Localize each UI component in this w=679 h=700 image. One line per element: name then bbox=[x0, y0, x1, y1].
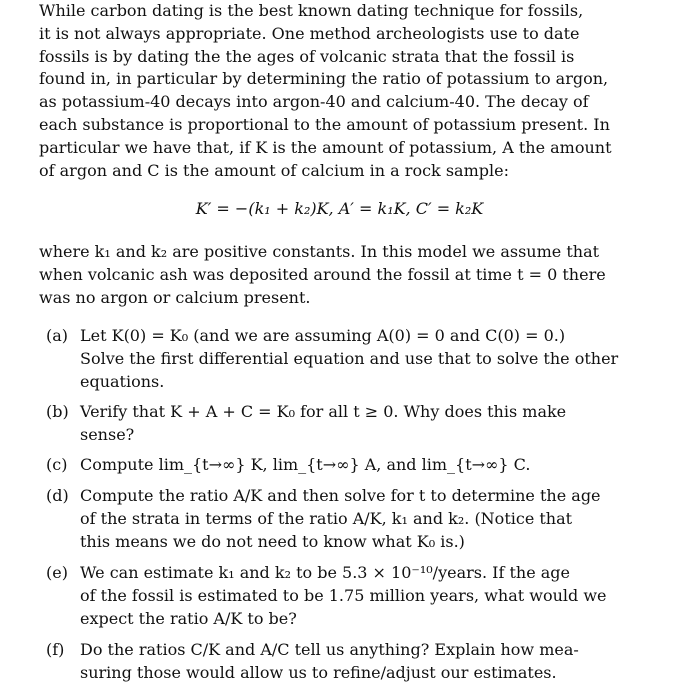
intro-line: of argon and C is the amount of calcium in a rock sample: bbox=[39, 160, 509, 180]
part-label: (a) bbox=[46, 326, 69, 345]
where-line: when volcanic ash was deposited around the fossil at time t = 0 there bbox=[39, 264, 606, 284]
intro-line: particular we have that, if K is the amount of potassium, A the amount bbox=[39, 137, 612, 157]
part-line: Verify that K + A + C = K₀ for all t ≥ 0. Why does this make bbox=[80, 402, 567, 421]
intro-line: it is not always appropriate. One method archeologists use to date bbox=[39, 23, 580, 43]
intro-line: found in, in particular by determining the ratio of potassium to argon, bbox=[39, 69, 609, 89]
part-line: Compute lim_{t→∞} K, lim_{t→∞} A, and lim_{t→∞} C. bbox=[80, 455, 531, 474]
part-label: (d) bbox=[46, 486, 69, 505]
part-line: expect the ratio A/K to be? bbox=[80, 608, 297, 628]
part-line: suring those would allow us to refine/adjust our estimates. bbox=[80, 662, 557, 682]
part-line: of the strata in terms of the ratio A/K, k₁ and k₂. (Notice that bbox=[80, 508, 573, 528]
intro-line: While carbon dating is the best known dating technique for fossils, bbox=[39, 1, 584, 20]
part-line: of the fossil is estimated to be 1.75 million years, what would we bbox=[80, 585, 607, 605]
part-label: (b) bbox=[46, 402, 69, 421]
part-line: Let K(0) = K₀ (and we are assuming A(0) = 0 and C(0) = 0.) bbox=[80, 326, 566, 345]
intro-paragraph bbox=[39, 0, 639, 182]
part-text bbox=[80, 562, 646, 630]
part-text bbox=[80, 401, 646, 447]
part-line: Compute the ratio A/K and then solve for t to determine the age bbox=[80, 486, 601, 505]
where-paragraph bbox=[39, 241, 639, 309]
where-line: was no argon or calcium present. bbox=[39, 287, 311, 307]
part-line: equations. bbox=[80, 371, 165, 391]
part-label: (e) bbox=[46, 563, 68, 582]
part-line: We can estimate k₁ and k₂ to be 5.3 × 10⁻¹⁰/years. If the age bbox=[80, 563, 571, 582]
part-line: Do the ratios C/K and A/C tell us anything? Explain how mea- bbox=[80, 640, 579, 659]
intro-line: as potassium-40 decays into argon-40 and calcium-40. The decay of bbox=[39, 92, 589, 112]
part-line: Solve the first differential equation and use that to solve the other bbox=[80, 348, 619, 368]
differential-equations: K′ = −(k₁ + k₂)K, A′ = k₁K, C′ = k₂K bbox=[195, 199, 484, 218]
intro-line: each substance is proportional to the amount of potassium present. In bbox=[39, 114, 610, 134]
intro-line: fossils is by dating the the ages of volcanic strata that the fossil is bbox=[39, 46, 575, 66]
part-label: (c) bbox=[46, 455, 68, 474]
part-text bbox=[80, 639, 646, 685]
part-text bbox=[80, 454, 646, 477]
part-text bbox=[80, 325, 646, 393]
part-line: this means we do not need to know what K₀ is.) bbox=[80, 531, 465, 551]
part-text bbox=[80, 485, 646, 553]
part-line: sense? bbox=[80, 424, 135, 444]
part-label: (f) bbox=[46, 640, 65, 659]
where-line: where k₁ and k₂ are positive constants. In this model we assume that bbox=[39, 242, 600, 261]
